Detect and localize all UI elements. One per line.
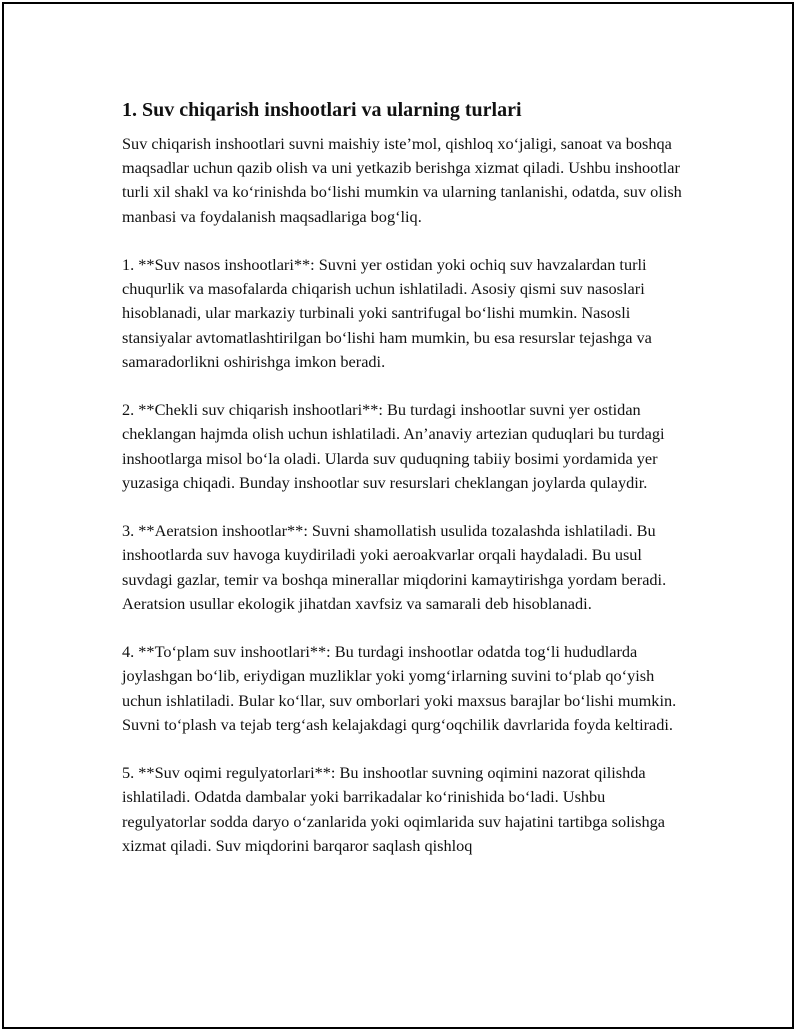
paragraph-pump-structures: 1. **Suv nasos inshootlari**: Suvni yer ostidan yoki ochiq suv havzalardan turli chuqurlik va masofalarda chiqarish uchun ishlatiladi. Asosiy qismi suv nasoslari hisoblanadi, ular markaziy turbinali yoki santrifugal bo‘lishi mumkin. Nasosli stansiyalar avtomatlashtirilgan bo‘lishi ham mumkin, bu esa resurslar tejashga va samaradorlikni oshirishga imkon beradi. bbox=[122, 255, 652, 371]
paragraph-flow-regulators: 5. **Suv oqimi regulyatorlari**: Bu inshootlar suvning oqimini nazorat qilishda ishlatiladi. Odatda dambalar yoki barrikadalar ko‘rinishida bo‘ladi. Ushbu regulyatorlar sodda daryo o‘zanlarida yoki oqimlarida suv hajatini tartibga solishga xizmat qiladi. Suv miqdorini barqaror saqlash qishloq bbox=[122, 763, 665, 855]
paragraph-limited-extraction: 2. **Chekli suv chiqarish inshootlari**: Bu turdagi inshootlar suvni yer ostidan cheklangan hajmda olish uchun ishlatiladi. An’anaviy artezian quduqlari bu turdagi inshootlarga misol bo‘la oladi. Ularda suv quduqning tabiiy bosimi yordamida yer yuzasiga chiqadi. Bunday inshootlar suv resurslari cheklangan joylarda qulaydir. bbox=[122, 400, 665, 492]
document-body bbox=[122, 97, 692, 858]
section-heading: 1. Suv chiqarish inshootlari va ularning turlari bbox=[122, 99, 522, 121]
paragraph-storage: 4. **To‘plam suv inshootlari**: Bu turdagi inshootlar odatda tog‘li hududlarda joylashgan bo‘lib, eriydigan muzliklar yoki yomg‘irlarning suvini to‘plab qo‘yish uchun ishlatiladi. Bular ko‘llar, suv omborlari yoki maxsus barajlar bo‘lishi mumkin. Suvni to‘plash va tejab terg‘ash kelajakdagi qurg‘oqchilik davrlarida foyda keltiradi. bbox=[122, 642, 677, 734]
intro-paragraph: Suv chiqarish inshootlari suvni maishiy iste’mol, qishloq xo‘jaligi, sanoat va boshqa maqsadlar uchun qazib olish va uni yetkazib berishga xizmat qiladi. Ushbu inshootlar turli xil shakl va ko‘rinishda bo‘lishi mumkin va ularning tanlanishi, odatda, suv olish manbasi va foydalanish maqsadlariga bog‘liq. bbox=[122, 134, 682, 226]
paragraph-aeration: 3. **Aeratsion inshootlar**: Suvni shamollatish usulida tozalashda ishlatiladi. Bu inshootlarda suv havoga kuydiriladi yoki aeroakvarlar orqali haydaladi. Bu usul suvdagi gazlar, temir va boshqa minerallar miqdorini kamaytirishga yordam beradi. Aeratsion usullar ekologik jihatdan xavfsiz va samarali deb hisoblanadi. bbox=[122, 521, 667, 613]
page-frame bbox=[2, 2, 794, 1029]
